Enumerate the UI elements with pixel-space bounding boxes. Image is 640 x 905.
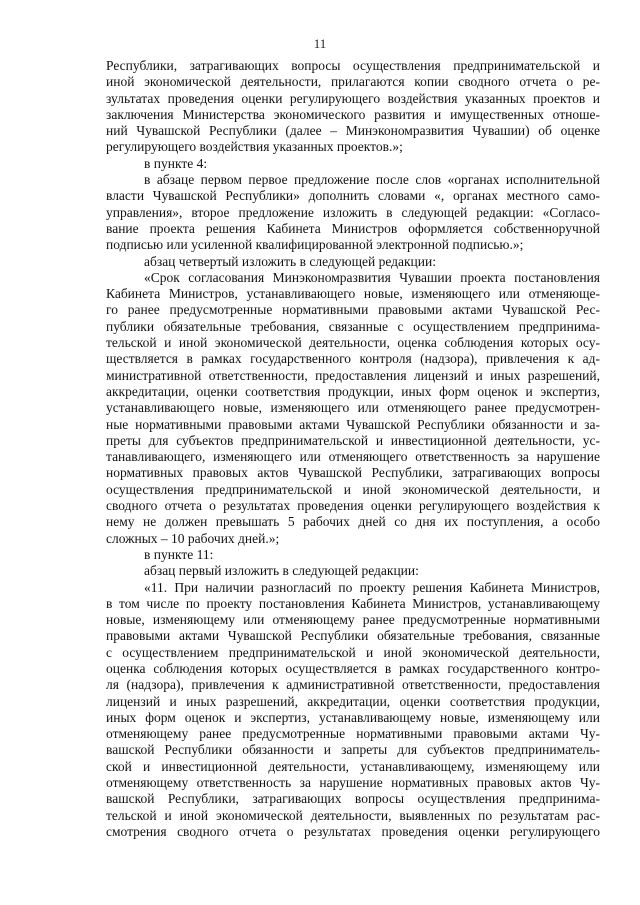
text-line: лицензий и иных разрешений, аккредитации, оценки соответствия продукции, xyxy=(106,693,600,709)
text-line: Республики, затрагивающих вопросы осуществления предпринимательской и xyxy=(106,58,600,73)
text-line: подписью или усиленной квалифицированной электронной подписью.»; xyxy=(106,237,524,253)
page-number: 11 xyxy=(313,36,327,51)
text-line: «Срок согласования Минэкономразвития Чувашии проекта постановления xyxy=(144,269,600,285)
text-line: министративной ответственности, предоставления лицензий и иных разрешений, xyxy=(106,367,600,383)
text-line: в пункте 4: xyxy=(144,155,208,171)
text-line: оценка соблюдения которых осуществляется в рамках государственного контро- xyxy=(106,660,600,676)
text-line: в том числе по проекту постановления Кабинета Министров, устанавливающему xyxy=(106,595,600,611)
text-line: отменяющему ранее предусмотренные нормативными правовыми актами Чу- xyxy=(106,726,600,742)
text-line: регулирующего воздействия указанных проектов.»; xyxy=(106,139,403,155)
text-line: ществляется в рамках государственного контроля (надзора), привлечения к ад- xyxy=(106,351,600,367)
text-line: в абзаце первом первое предложение после слов «органах исполнительной xyxy=(144,172,600,188)
text-line: заключения Министерства экономического развития и имущественных отноше- xyxy=(106,106,600,122)
text-line: зультатах проведения оценки регулирующего воздействия указанных проектов и xyxy=(106,90,600,106)
text-line: ля (надзора), привлечения к административной ответственности, предоставления xyxy=(106,677,600,693)
text-line: тельской и иной экономической деятельности, выявленных по результатам рас- xyxy=(106,807,600,823)
text-line: преты для субъектов предпринимательской и инвестиционной деятельности, ус- xyxy=(106,432,600,448)
text-line: устанавливающего новые, изменяющего или отменяющего ранее предусмотрен- xyxy=(106,400,600,416)
text-line: иной экономической деятельности, прилагаются копии сводного отчета о ре- xyxy=(106,74,600,90)
text-line: ской и инвестиционной деятельности, устанавливающему, изменяющему или xyxy=(106,758,600,774)
text-line: «11. При наличии разногласий по проекту решения Кабинета Министров, xyxy=(144,579,600,595)
text-line: осуществления предпринимательской и иной экономической деятельности, и xyxy=(106,481,600,497)
text-line: тельской и иной экономической деятельности, оценка соблюдения которых осу- xyxy=(106,335,600,351)
text-line: управления», второе предложение изложить в следующей редакции: «Согласо- xyxy=(106,204,600,220)
text-line: сложных – 10 рабочих дней.»; xyxy=(106,530,280,546)
text-line: в пункте 11: xyxy=(144,546,214,562)
text-line: нему не должен превышать 5 рабочих дней со дня их поступления, а особо xyxy=(106,514,600,530)
text-line: новые, изменяющему или отменяющему ранее предусмотренные нормативными xyxy=(106,612,600,628)
text-line: абзац четвертый изложить в следующей редакции: xyxy=(144,253,436,269)
text-line: Кабинета Министров, устанавливающего новые, изменяющего или отменяюще- xyxy=(106,286,600,302)
document-body xyxy=(106,58,600,840)
text-line: власти Чувашской Республики» дополнить словами «, органах местного само- xyxy=(106,188,600,204)
text-line: го ранее предусмотренные нормативными правовыми актами Чувашской Рес- xyxy=(106,302,600,318)
text-line: нормативных правовых актов Чувашской Республики, затрагивающих вопросы xyxy=(106,465,600,481)
text-line: абзац первый изложить в следующей редакции: xyxy=(144,563,419,579)
text-line: с осуществлением предпринимательской и иной экономической деятельности, xyxy=(106,644,600,660)
text-line: вашской Республики, затрагивающих вопросы осуществления предпринима- xyxy=(106,791,600,807)
text-line: сводного отчета о результатах проведения оценки регулирующего воздействия к xyxy=(106,498,600,514)
text-line: правовыми актами Чувашской Республики обязательные требования, связанные xyxy=(106,628,600,644)
text-line: публики обязательные требования, связанные с осуществлением предпринима- xyxy=(106,318,600,334)
text-line: вашской Республики обязанности и запреты для субъектов предприниматель- xyxy=(106,742,600,758)
text-line: танавливающего, изменяющего или отменяющего ответственность за нарушение xyxy=(106,449,600,465)
text-line: ные нормативными правовыми актами Чувашской Республики обязанности и за- xyxy=(106,416,600,432)
text-line: смотрения сводного отчета о результатах проведения оценки регулирующего xyxy=(106,823,600,839)
text-line: иных форм оценок и экспертиз, устанавливающему новые, изменяющему или xyxy=(106,709,600,725)
text-line: отменяющему ответственность за нарушение нормативных правовых актов Чу- xyxy=(106,775,600,791)
text-line: ний Чувашской Республики (далее – Минэкономразвития Чувашии) об оценке xyxy=(106,123,600,139)
text-line: аккредитации, оценки соответствия продукции, иных форм оценок и экспертиз, xyxy=(106,383,600,399)
text-line: вание проекта решения Кабинета Министров оформляется собственноручной xyxy=(106,220,600,236)
